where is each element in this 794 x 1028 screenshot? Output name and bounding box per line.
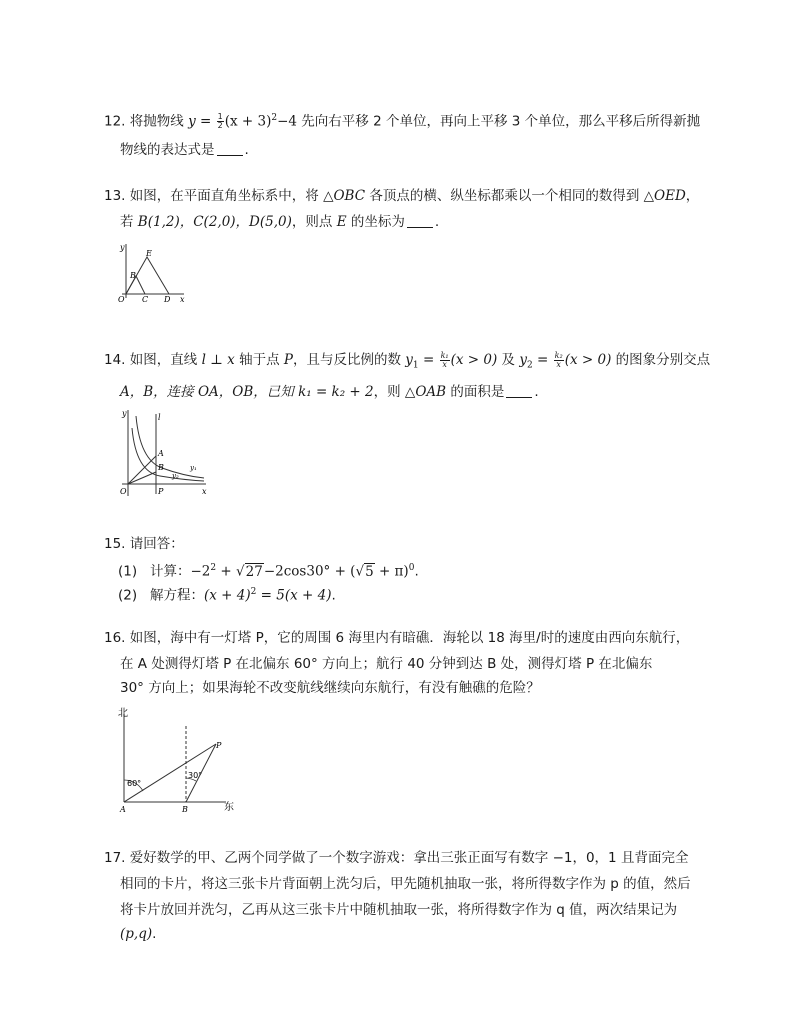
q14-end: . (534, 384, 539, 400)
q14-curve-y2 (132, 428, 204, 481)
q15-p2-end: . (331, 587, 336, 604)
q15-p2-b: = 5(x + 4) (256, 587, 332, 604)
q15-p1-exp0: 0 (408, 563, 415, 573)
q13-label-o: O (118, 295, 125, 304)
q14-label-l: l (158, 413, 161, 422)
q14-k-relation: k₁ = k₂ + 2 (298, 384, 374, 400)
q15-p1-sqrt5: 5 (365, 563, 374, 580)
q13-end: . (434, 214, 440, 230)
q14-perp: l ⊥ x (201, 352, 235, 368)
q14-point-p: P (283, 352, 293, 368)
q14-frac-2-num: k₂ (554, 350, 563, 360)
q16-text-3: 30° 方向上；如果海轮不改变航线继续向东航行，有没有触礁的危险？ (120, 680, 540, 696)
q13-label-y: y (120, 243, 125, 252)
q13-points: B(1,2)，C(2,0)，D(5,0) (137, 214, 292, 230)
q15-p1-number: (1) (118, 563, 138, 580)
q14-label-b: B (158, 463, 164, 472)
q14-figure (114, 408, 210, 500)
q13-label-c: C (142, 295, 149, 304)
q13-label-b: B (130, 271, 136, 280)
q16-line-2 (120, 654, 652, 674)
q12-frac-numerator: 1 (217, 112, 223, 121)
q14-label-a: A (158, 449, 164, 458)
q12-line-2 (120, 140, 249, 160)
q14-label-y2: y₂ (172, 472, 179, 480)
q16-label-b: B (182, 805, 188, 814)
q16-label-60: 60° (127, 779, 142, 788)
q12-text-a: 将抛物线 (129, 113, 184, 130)
q12-frac-denominator: 2 (217, 121, 223, 130)
q14-eq-1: = (418, 352, 439, 368)
q15-p1-pi: + π) (374, 563, 409, 580)
q17-line-2 (120, 874, 691, 894)
q13-text-b: 各顶点的横、纵坐标都乘以一个相同的数得到 △ (365, 188, 655, 204)
q14-frac-2-den: x (556, 359, 561, 369)
q14-text-g: 的面积是 (446, 384, 505, 400)
q15-p2-number: (2) (118, 587, 138, 604)
q13-text-c: ， (685, 188, 700, 204)
q14-oab: OAB (415, 384, 447, 400)
q17-line-3 (120, 900, 677, 920)
q12-formula-eq: = (195, 113, 216, 130)
q13-label-x: x (180, 295, 185, 304)
q14-text-d: 的图象分别交点 (611, 352, 711, 368)
q12-line-1 (104, 108, 700, 132)
q15-p1-rest: −2cos30° + ( (263, 563, 356, 580)
q13-figure (114, 240, 188, 304)
q14-answer-blank (506, 383, 532, 398)
q16-line-1 (104, 628, 689, 648)
q15-part-2 (118, 582, 336, 606)
q15-title: 请回答： (129, 536, 184, 552)
q12-fraction (217, 113, 224, 130)
q16-segment-ap (124, 744, 216, 802)
q13-text-f: 的坐标为 (346, 214, 405, 230)
q16-label-30: 30° (188, 771, 203, 780)
q14-y1-sub: 1 (412, 360, 419, 371)
q15-p1-sqrt27: 27 (245, 563, 263, 580)
q13-obc: OBC (333, 188, 366, 204)
q16-label-p: P (216, 741, 222, 750)
q13-label-e: E (146, 249, 152, 258)
q13-oed: OED (654, 188, 686, 204)
q12-number: 12. (104, 113, 126, 130)
q14-frac-1-num: k₁ (440, 350, 449, 360)
q12-end: . (244, 142, 249, 158)
q14-label-p: P (158, 487, 164, 496)
q14-text-f: ，则 △ (373, 384, 416, 400)
q14-cond-2: (x > 0) (564, 352, 612, 368)
q17-text-1: 爱好数学的甲、乙两个同学做了一个数字游戏：拿出三张正面写有数字 −1，0，1 且背面完全 (129, 850, 689, 866)
q12-answer-blank (217, 141, 243, 156)
q15-line-title (104, 534, 184, 554)
q16-number: 16. (104, 630, 126, 646)
q14-and: 及 (497, 352, 520, 368)
q14-number: 14. (104, 352, 126, 368)
q14-text-c: ，且与反比例的数 (292, 352, 406, 368)
q14-line-1 (104, 350, 710, 376)
q16-figure (112, 706, 240, 816)
q13-text-d: 若 (120, 214, 138, 230)
q15-part-1 (118, 558, 419, 582)
q13-text-e: ，则点 (291, 214, 337, 230)
q15-p2-a: (x + 4) (204, 587, 251, 604)
q13-label-d: D (164, 295, 171, 304)
q14-y2-sub: 2 (527, 360, 533, 371)
q14-label-x: x (202, 487, 207, 496)
q14-eq-2: = (532, 352, 553, 368)
q17-number: 17. (104, 850, 126, 866)
q14-segment-ob (128, 472, 156, 484)
q16-label-east: 东 (224, 802, 234, 813)
q16-label-a: A (120, 805, 126, 814)
q16-line-3 (120, 678, 540, 698)
q15-p2-exp: 2 (250, 587, 257, 597)
q17-text-3: 将卡片放回并洗匀，乙再从这三张卡片中随机抽取一张，将所得数字作为 q 值，两次结果记为 (120, 902, 678, 918)
q15-p1-plus: + (216, 563, 237, 580)
q13-text-a: 如图，在平面直角坐标系中，将 △ (129, 188, 334, 204)
q13-answer-blank (407, 213, 433, 228)
q14-text-b: 轴于点 (234, 352, 284, 368)
q15-p2-label: 解方程： (150, 587, 204, 604)
q12-text-c: 物线的表达式是 (120, 142, 215, 158)
q13-line-2 (120, 212, 439, 232)
q15-p1-sqrt-sign: √ (236, 563, 245, 580)
q14-y2: y (519, 352, 527, 368)
q14-segment-oa (128, 456, 156, 484)
q17-line-1 (104, 848, 688, 868)
q13-line-1 (104, 186, 699, 206)
q14-label-y: y (122, 409, 127, 418)
q14-frac-2 (554, 352, 564, 369)
q14-line-2 (120, 382, 539, 402)
q17-end: . (152, 926, 157, 942)
q17-line-4 (120, 924, 156, 944)
q14-frac-1-den: x (442, 359, 447, 369)
q15-p1-exp2: 2 (210, 563, 217, 573)
q15-p1-expr-a: −2 (190, 563, 211, 580)
q12-text-b: 先向右平移 2 个单位，再向上平移 3 个单位，那么平移后所得新抛 (301, 113, 701, 130)
q14-label-o: O (120, 487, 127, 496)
q13-point-e: E (336, 214, 347, 230)
q12-formula-y: y (188, 113, 196, 130)
q16-text-2: 在 A 处测得灯塔 P 在北偏东 60° 方向上；航行 40 分钟到达 B 处，测得灯塔 P 在北偏东 (120, 656, 653, 672)
q15-p1-sqrt5-sign: √ (355, 563, 365, 580)
q14-label-y1: y₁ (190, 464, 197, 472)
q14-text-a: 如图，直线 (129, 352, 202, 368)
q14-cond-1: (x > 0) (450, 352, 498, 368)
q14-frac-1 (440, 352, 450, 369)
q17-text-2: 相同的卡片，将这三张卡片背面朝上洗匀后，甲先随机抽取一张，将所得数字作为 p 的值，然后 (120, 876, 691, 892)
q15-number: 15. (104, 536, 126, 552)
q16-label-north: 北 (118, 708, 128, 719)
q12-formula-exp: 2 (271, 113, 278, 123)
q12-formula-rest: (x + 3) (224, 113, 272, 130)
q15-p1-end: . (414, 563, 419, 580)
q12-formula-tail: −4 (277, 113, 297, 130)
q14-y1: y (405, 352, 413, 368)
q17-pair: (p,q) (120, 926, 153, 942)
q13-number: 13. (104, 188, 126, 204)
q16-text-1: 如图，海中有一灯塔 P，它的周围 6 海里内有暗礁．海轮以 18 海里/时的速度由西向东航行， (129, 630, 690, 646)
q15-p1-label: 计算： (150, 563, 191, 580)
q14-text-e: A，B，连接 OA，OB，已知 (120, 384, 299, 400)
